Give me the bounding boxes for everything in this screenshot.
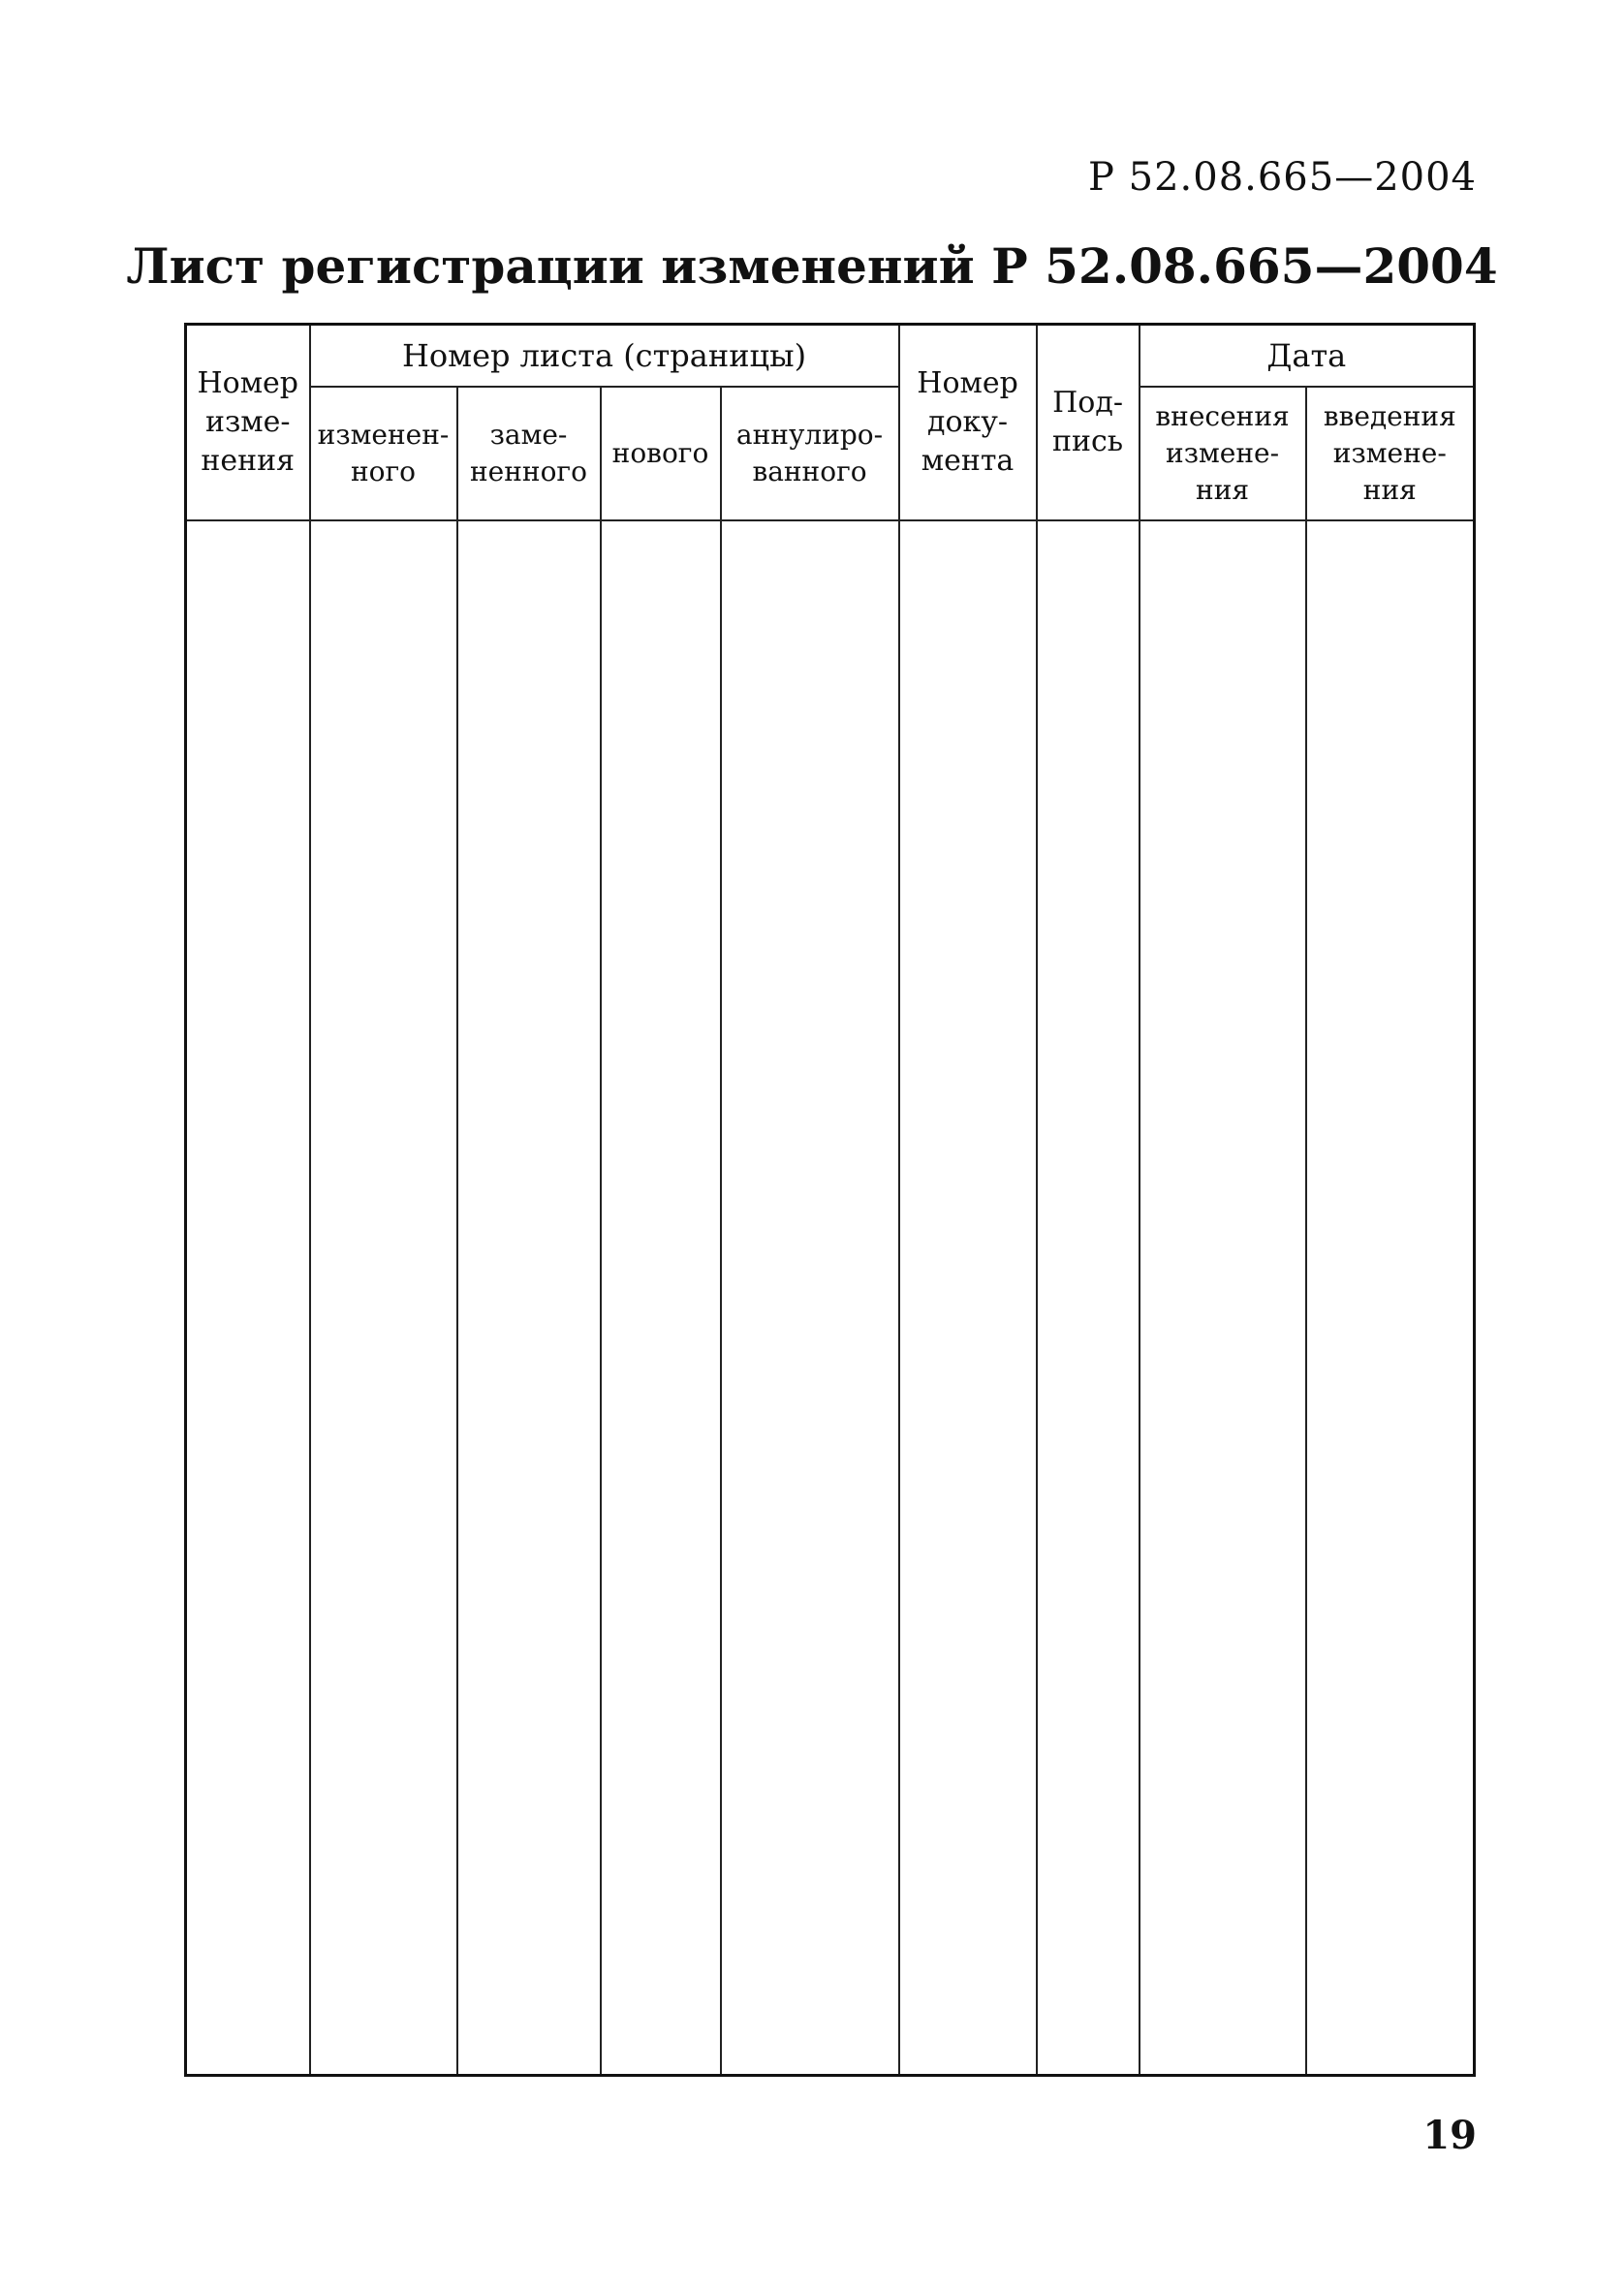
cell-change-number[interactable] bbox=[186, 520, 310, 2076]
cell-document-number[interactable] bbox=[899, 520, 1037, 2076]
cell-annulled[interactable] bbox=[721, 520, 899, 2076]
table-row bbox=[186, 520, 1475, 2076]
cell-new[interactable] bbox=[601, 520, 721, 2076]
header-document-number: Номер доку- мента bbox=[899, 325, 1037, 520]
header-changed: изменен- ного bbox=[310, 387, 457, 520]
cell-replaced[interactable] bbox=[457, 520, 601, 2076]
cell-changed[interactable] bbox=[310, 520, 457, 2076]
header-date-group: Дата bbox=[1140, 325, 1475, 387]
header-date-entered: внесения измене- ния bbox=[1140, 387, 1306, 520]
header-change-number: Номер изме- нения bbox=[186, 325, 310, 520]
page-title: Лист регистрации изменений Р 52.08.665—2004 bbox=[126, 237, 1498, 295]
document-code: Р 52.08.665—2004 bbox=[1088, 155, 1477, 200]
header-signature: Под- пись bbox=[1037, 325, 1140, 520]
cell-date-entered[interactable] bbox=[1140, 520, 1306, 2076]
header-sheet-number-group: Номер листа (страницы) bbox=[310, 325, 899, 387]
page-number: 19 bbox=[1422, 2113, 1477, 2158]
header-date-introduced: введения измене- ния bbox=[1306, 387, 1475, 520]
header-annulled: аннулиро- ванного bbox=[721, 387, 899, 520]
cell-date-introduced[interactable] bbox=[1306, 520, 1475, 2076]
header-replaced: заме- ненного bbox=[457, 387, 601, 520]
cell-signature[interactable] bbox=[1037, 520, 1140, 2076]
header-new: нового bbox=[601, 387, 721, 520]
change-registration-table bbox=[184, 323, 1476, 2077]
